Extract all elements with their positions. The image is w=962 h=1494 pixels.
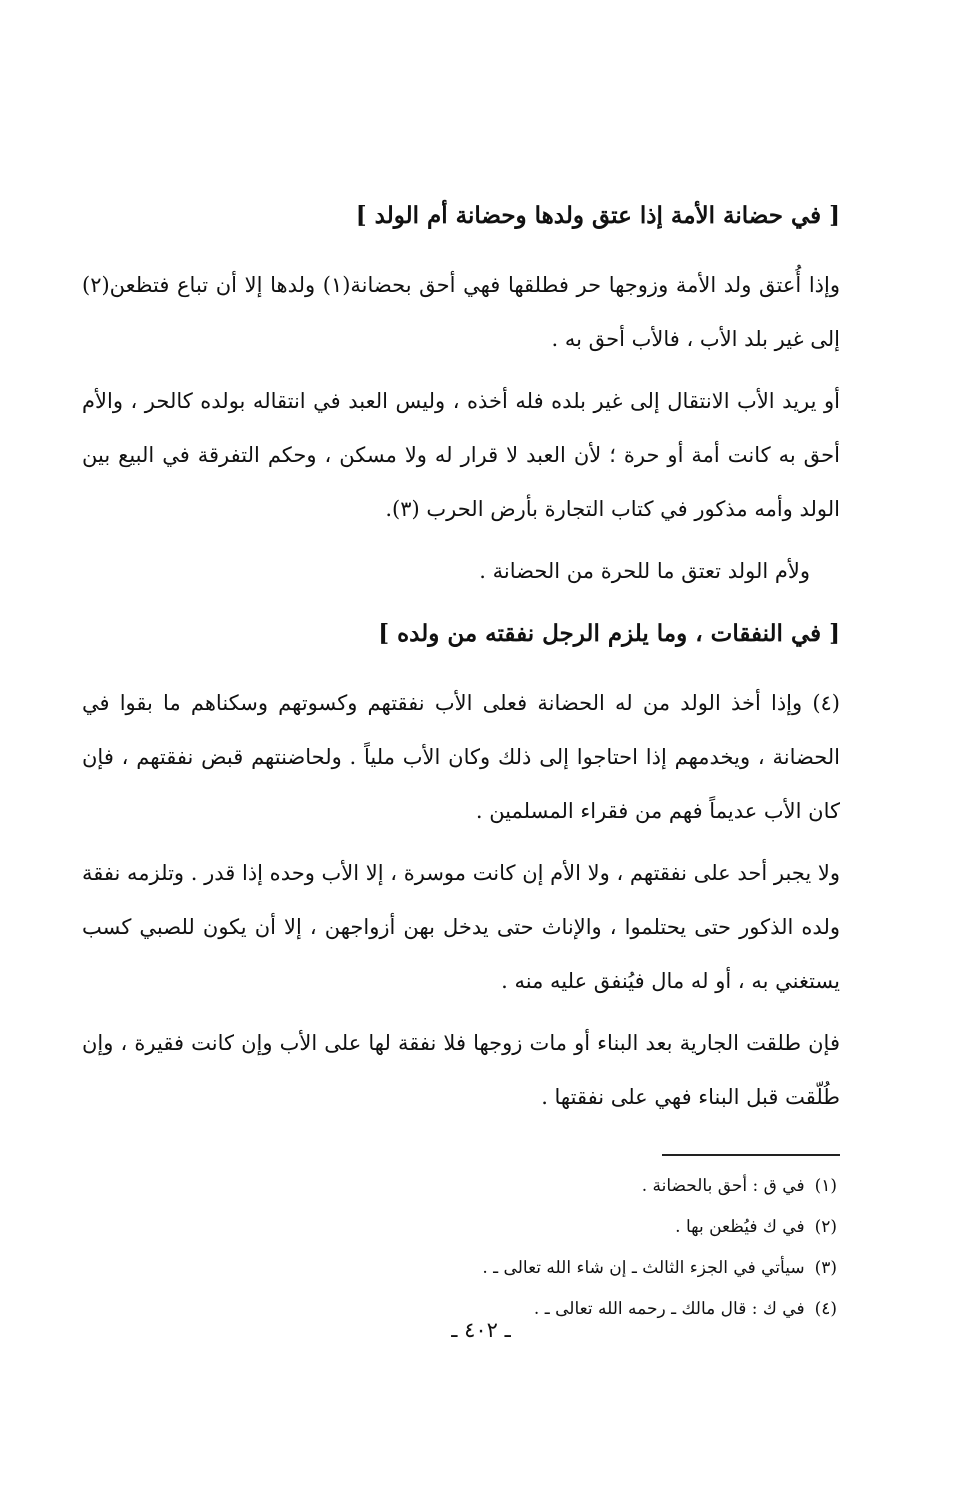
footnote-number: (٣) xyxy=(814,1258,837,1278)
footnote-2 xyxy=(82,1207,840,1248)
paragraph-custody-3: ولأم الولد تعتق ما للحرة من الحضانة . xyxy=(479,559,810,583)
paragraph-expenses-1: (٤) وإذا أخذ الولد من له الحضانة فعلى الأب نفقتهم وكسوتهم وسكناهم ما بقوا في الحضانة ، ويخدمهم إذا احتاجوا إلى ذلك وكان الأب ملياً . ولحاضنتهم قبض نفقتهم ، فإن كان الأب عديماً فهم من فقراء المسلمين . xyxy=(82,691,840,823)
footnotes-list xyxy=(82,1166,840,1330)
footnotes-divider xyxy=(662,1154,840,1156)
paragraph-expenses-2: ولا يجبر أحد على نفقتهم ، ولا الأم إن كانت موسرة ، إلا الأب وحده إذا قدر . وتلزمه نفقة ولده الذكور حتى يحتلموا ، والإناث حتى يدخل بهن أزواجهن ، إلا أن يكون للصبي كسب يستغني به ، أو له مال فيُنفق عليه منه . xyxy=(82,861,840,993)
footnote-text: سيأتي في الجزء الثالث ـ إن شاء الله تعالى ـ . xyxy=(482,1258,805,1278)
book-page xyxy=(82,188,840,1330)
footnote-number: (٢) xyxy=(814,1217,837,1237)
footnote-number: (٤) xyxy=(814,1299,837,1319)
paragraph-expenses-3: فإن طلقت الجارية بعد البناء أو مات زوجها فلا نفقة لها على الأب وإن كانت فقيرة ، وإن طُلّقت قبل البناء فهي على نفقتها . xyxy=(82,1031,840,1109)
page-number: ـ ٤٠٢ ـ xyxy=(451,1318,511,1342)
footnote-text: في ك : قال مالك ـ رحمه الله تعالى ـ . xyxy=(533,1299,805,1319)
footnote-number: (١) xyxy=(814,1176,837,1196)
footnote-1 xyxy=(82,1166,840,1207)
footnote-text: في ق : أحق بالحضانة . xyxy=(641,1176,805,1196)
footnote-3 xyxy=(82,1248,840,1289)
section-heading-custody: [ في حضانة الأمة إذا عتق ولدها وحضانة أم الولد ] xyxy=(355,202,840,229)
paragraph-custody-1: وإذا أُعتق ولد الأمة وزوجها حر فطلقها فهي أحق بحضانة(١) ولدها إلا أن تباع فتظعن(٢) إلى غير بلد الأب ، فالأب أحق به . xyxy=(82,273,840,351)
paragraph-custody-2: أو يريد الأب الانتقال إلى غير بلده فله أخذه ، وليس العبد في انتقاله بولده كالحر ، والأم أحق به كانت أمة أو حرة ؛ لأن العبد لا قرار له ولا مسكن ، وحكم التفرقة في البيع بين الولد وأمه مذكور في كتاب التجارة بأرض الحرب (٣). xyxy=(82,389,840,521)
footnote-text: في ك فيُظعن بها . xyxy=(675,1217,805,1237)
section-heading-expenses: [ في النفقات ، وما يلزم الرجل نفقته من ولده ] xyxy=(378,620,840,647)
